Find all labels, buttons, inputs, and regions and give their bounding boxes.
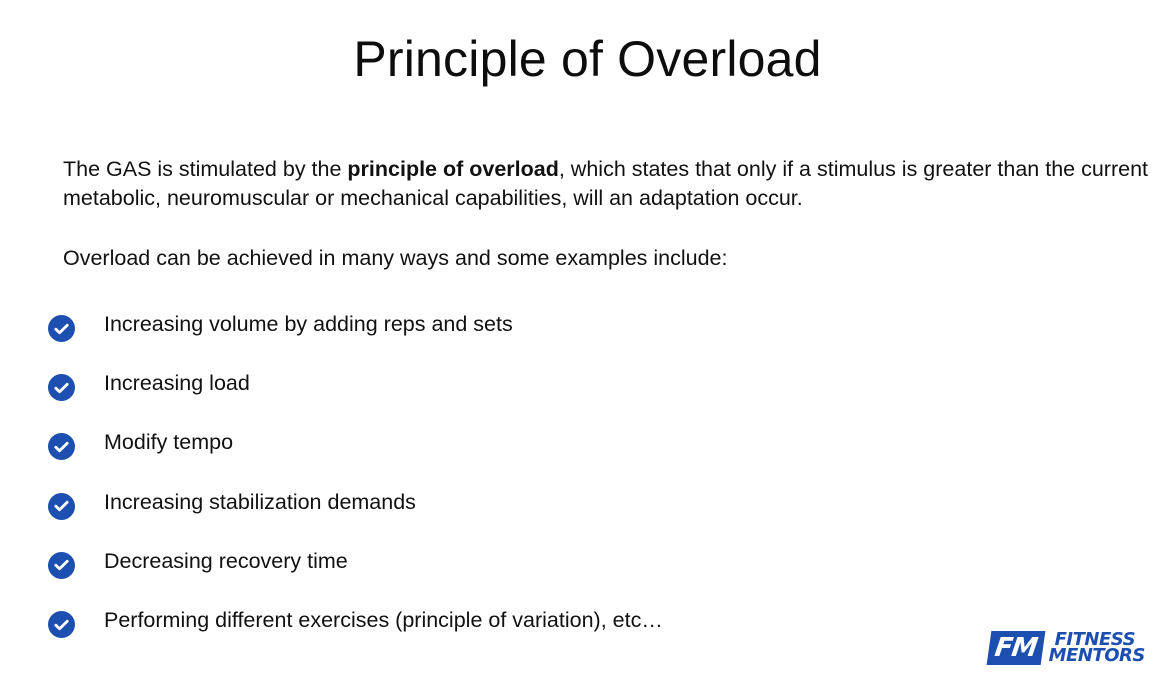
check-circle-icon [48,552,75,579]
check-circle-icon [48,374,75,401]
check-circle-icon [48,611,75,638]
fitness-mentors-logo [989,631,1145,665]
list-item-text: Increasing volume by adding reps and sets [104,312,513,337]
check-circle-icon [48,433,75,460]
check-circle-icon [48,493,75,520]
list-item-text: Increasing stabilization demands [104,489,416,514]
examples-list [48,299,663,654]
logo-word-1: FITNESS [1054,629,1136,650]
intro-text-start: The GAS is stimulated by the [63,157,348,181]
intro-text-bold: principle of overload [347,157,559,181]
list-item [48,477,663,536]
logo-word-2: MENTORS [1048,645,1145,666]
list-item [48,595,663,654]
list-item [48,299,663,358]
list-item-text: Increasing load [104,371,250,396]
logo-mark: FM [987,631,1045,665]
list-lead-text: Overload can be achieved in many ways and some examples include: [63,246,728,270]
list-item-text: Modify tempo [104,430,234,455]
slide-title: Principle of Overload [353,31,822,87]
intro-paragraph [63,155,1153,213]
intro-text-end: , which states that only if a stimulus is greater than the current metabolic, neuromuscular or mechanical capabilities, will an adaptation occur. [63,157,1148,210]
list-item [48,358,663,417]
list-item [48,536,663,595]
check-circle-icon [48,315,75,342]
logo-wordmark [1048,629,1145,666]
list-item [48,417,663,476]
list-item-text: Performing different exercises (principle of variation), etc… [104,608,663,633]
list-item-text: Decreasing recovery time [104,548,348,573]
